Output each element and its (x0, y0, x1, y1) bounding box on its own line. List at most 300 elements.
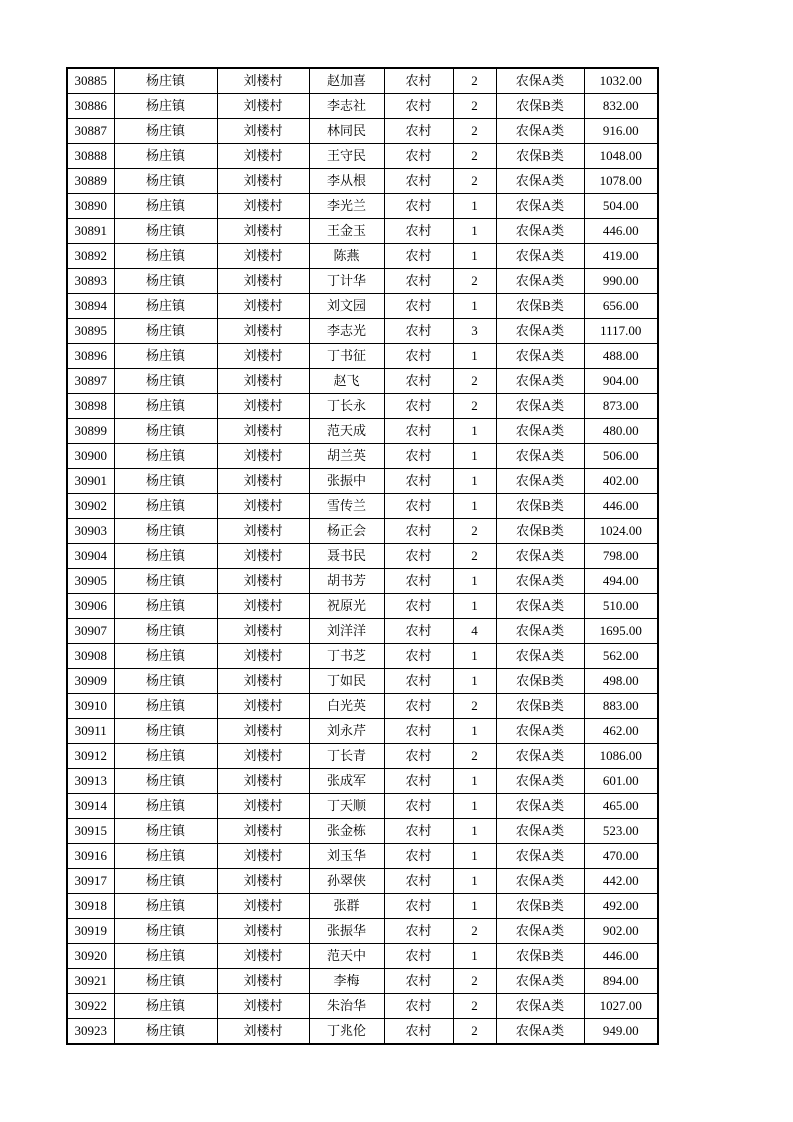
cell-village: 刘楼村 (217, 369, 309, 394)
cell-amount: 492.00 (584, 894, 658, 919)
cell-amount: 1024.00 (584, 519, 658, 544)
table-row (67, 294, 658, 319)
cell-village: 刘楼村 (217, 494, 309, 519)
cell-name: 张成军 (309, 769, 384, 794)
table-row (67, 644, 658, 669)
cell-residence: 农村 (384, 919, 453, 944)
table-row (67, 944, 658, 969)
cell-id: 30904 (67, 544, 114, 569)
cell-town: 杨庄镇 (114, 68, 217, 94)
cell-id: 30903 (67, 519, 114, 544)
cell-town: 杨庄镇 (114, 319, 217, 344)
cell-village: 刘楼村 (217, 519, 309, 544)
cell-village: 刘楼村 (217, 569, 309, 594)
cell-name: 张金栋 (309, 819, 384, 844)
cell-name: 陈燕 (309, 244, 384, 269)
cell-persons: 3 (453, 319, 496, 344)
cell-id: 30890 (67, 194, 114, 219)
cell-persons: 2 (453, 544, 496, 569)
cell-persons: 2 (453, 919, 496, 944)
cell-residence: 农村 (384, 394, 453, 419)
table-row (67, 719, 658, 744)
cell-town: 杨庄镇 (114, 894, 217, 919)
cell-village: 刘楼村 (217, 594, 309, 619)
table-row (67, 619, 658, 644)
cell-name: 李志光 (309, 319, 384, 344)
cell-category: 农保A类 (496, 769, 584, 794)
table-row (67, 194, 658, 219)
cell-town: 杨庄镇 (114, 394, 217, 419)
cell-town: 杨庄镇 (114, 219, 217, 244)
cell-town: 杨庄镇 (114, 969, 217, 994)
cell-id: 30915 (67, 819, 114, 844)
cell-amount: 510.00 (584, 594, 658, 619)
cell-persons: 2 (453, 169, 496, 194)
cell-village: 刘楼村 (217, 68, 309, 94)
cell-residence: 农村 (384, 869, 453, 894)
cell-amount: 1027.00 (584, 994, 658, 1019)
cell-village: 刘楼村 (217, 869, 309, 894)
cell-id: 30906 (67, 594, 114, 619)
table-row (67, 694, 658, 719)
cell-persons: 1 (453, 194, 496, 219)
cell-residence: 农村 (384, 569, 453, 594)
cell-category: 农保B类 (496, 144, 584, 169)
cell-residence: 农村 (384, 94, 453, 119)
cell-id: 30913 (67, 769, 114, 794)
cell-amount: 504.00 (584, 194, 658, 219)
cell-town: 杨庄镇 (114, 194, 217, 219)
cell-category: 农保A类 (496, 719, 584, 744)
cell-name: 范天成 (309, 419, 384, 444)
cell-id: 30885 (67, 68, 114, 94)
table-row (67, 769, 658, 794)
cell-amount: 523.00 (584, 819, 658, 844)
cell-name: 刘玉华 (309, 844, 384, 869)
cell-persons: 1 (453, 669, 496, 694)
table-row (67, 494, 658, 519)
cell-village: 刘楼村 (217, 819, 309, 844)
cell-residence: 农村 (384, 769, 453, 794)
cell-village: 刘楼村 (217, 469, 309, 494)
table-row (67, 119, 658, 144)
cell-village: 刘楼村 (217, 419, 309, 444)
cell-residence: 农村 (384, 119, 453, 144)
cell-village: 刘楼村 (217, 119, 309, 144)
cell-amount: 1695.00 (584, 619, 658, 644)
cell-residence: 农村 (384, 944, 453, 969)
cell-category: 农保A类 (496, 919, 584, 944)
cell-id: 30923 (67, 1019, 114, 1045)
cell-category: 农保A类 (496, 68, 584, 94)
cell-residence: 农村 (384, 994, 453, 1019)
cell-amount: 465.00 (584, 794, 658, 819)
cell-persons: 1 (453, 569, 496, 594)
cell-name: 丁书芝 (309, 644, 384, 669)
cell-residence: 农村 (384, 369, 453, 394)
cell-amount: 1032.00 (584, 68, 658, 94)
cell-name: 张振华 (309, 919, 384, 944)
cell-town: 杨庄镇 (114, 844, 217, 869)
cell-id: 30910 (67, 694, 114, 719)
cell-amount: 894.00 (584, 969, 658, 994)
cell-residence: 农村 (384, 444, 453, 469)
cell-category: 农保B类 (496, 894, 584, 919)
cell-town: 杨庄镇 (114, 494, 217, 519)
cell-id: 30902 (67, 494, 114, 519)
cell-residence: 农村 (384, 269, 453, 294)
cell-village: 刘楼村 (217, 94, 309, 119)
cell-name: 孙翠侠 (309, 869, 384, 894)
cell-category: 农保A类 (496, 219, 584, 244)
cell-category: 农保A类 (496, 1019, 584, 1045)
cell-id: 30897 (67, 369, 114, 394)
cell-id: 30888 (67, 144, 114, 169)
table-row (67, 369, 658, 394)
cell-name: 赵加喜 (309, 68, 384, 94)
cell-town: 杨庄镇 (114, 94, 217, 119)
cell-residence: 农村 (384, 719, 453, 744)
table-row (67, 144, 658, 169)
cell-persons: 1 (453, 344, 496, 369)
table-row (67, 819, 658, 844)
cell-category: 农保B类 (496, 944, 584, 969)
cell-amount: 480.00 (584, 419, 658, 444)
table-row (67, 444, 658, 469)
table-row (67, 569, 658, 594)
cell-residence: 农村 (384, 644, 453, 669)
cell-name: 朱治华 (309, 994, 384, 1019)
cell-amount: 488.00 (584, 344, 658, 369)
cell-id: 30901 (67, 469, 114, 494)
table-row (67, 519, 658, 544)
table-row (67, 1019, 658, 1045)
cell-town: 杨庄镇 (114, 669, 217, 694)
cell-category: 农保A类 (496, 194, 584, 219)
cell-village: 刘楼村 (217, 844, 309, 869)
cell-residence: 农村 (384, 844, 453, 869)
cell-persons: 1 (453, 419, 496, 444)
cell-name: 李梅 (309, 969, 384, 994)
cell-town: 杨庄镇 (114, 819, 217, 844)
cell-amount: 446.00 (584, 494, 658, 519)
cell-category: 农保B类 (496, 94, 584, 119)
cell-name: 刘洋洋 (309, 619, 384, 644)
cell-town: 杨庄镇 (114, 294, 217, 319)
cell-persons: 2 (453, 694, 496, 719)
cell-residence: 农村 (384, 694, 453, 719)
table-body (67, 68, 658, 1044)
cell-id: 30887 (67, 119, 114, 144)
cell-persons: 2 (453, 119, 496, 144)
cell-village: 刘楼村 (217, 294, 309, 319)
cell-village: 刘楼村 (217, 1019, 309, 1045)
cell-name: 刘文园 (309, 294, 384, 319)
table-row (67, 994, 658, 1019)
cell-amount: 1117.00 (584, 319, 658, 344)
cell-category: 农保A类 (496, 244, 584, 269)
cell-name: 丁书征 (309, 344, 384, 369)
cell-persons: 1 (453, 794, 496, 819)
cell-residence: 农村 (384, 219, 453, 244)
cell-amount: 562.00 (584, 644, 658, 669)
cell-category: 农保A类 (496, 319, 584, 344)
cell-category: 农保A类 (496, 469, 584, 494)
cell-id: 30911 (67, 719, 114, 744)
cell-name: 丁如民 (309, 669, 384, 694)
cell-persons: 1 (453, 469, 496, 494)
cell-id: 30914 (67, 794, 114, 819)
cell-category: 农保A类 (496, 869, 584, 894)
cell-category: 农保A类 (496, 394, 584, 419)
cell-residence: 农村 (384, 744, 453, 769)
cell-amount: 601.00 (584, 769, 658, 794)
cell-category: 农保B类 (496, 294, 584, 319)
cell-name: 丁计华 (309, 269, 384, 294)
cell-persons: 1 (453, 894, 496, 919)
table-row (67, 969, 658, 994)
cell-residence: 农村 (384, 244, 453, 269)
cell-residence: 农村 (384, 169, 453, 194)
cell-town: 杨庄镇 (114, 744, 217, 769)
cell-town: 杨庄镇 (114, 869, 217, 894)
cell-town: 杨庄镇 (114, 794, 217, 819)
cell-village: 刘楼村 (217, 619, 309, 644)
cell-town: 杨庄镇 (114, 519, 217, 544)
cell-town: 杨庄镇 (114, 419, 217, 444)
cell-name: 杨正会 (309, 519, 384, 544)
cell-amount: 1078.00 (584, 169, 658, 194)
cell-town: 杨庄镇 (114, 1019, 217, 1045)
cell-category: 农保A类 (496, 544, 584, 569)
cell-village: 刘楼村 (217, 794, 309, 819)
cell-id: 30907 (67, 619, 114, 644)
cell-category: 农保A类 (496, 844, 584, 869)
cell-amount: 402.00 (584, 469, 658, 494)
cell-persons: 1 (453, 594, 496, 619)
cell-name: 雪传兰 (309, 494, 384, 519)
table-row (67, 469, 658, 494)
cell-town: 杨庄镇 (114, 569, 217, 594)
cell-category: 农保A类 (496, 344, 584, 369)
cell-village: 刘楼村 (217, 969, 309, 994)
cell-persons: 1 (453, 219, 496, 244)
cell-id: 30894 (67, 294, 114, 319)
cell-id: 30896 (67, 344, 114, 369)
cell-category: 农保A类 (496, 794, 584, 819)
cell-category: 农保A类 (496, 744, 584, 769)
table-row (67, 68, 658, 94)
cell-persons: 1 (453, 819, 496, 844)
cell-residence: 农村 (384, 144, 453, 169)
cell-residence: 农村 (384, 669, 453, 694)
cell-amount: 462.00 (584, 719, 658, 744)
cell-town: 杨庄镇 (114, 369, 217, 394)
cell-residence: 农村 (384, 969, 453, 994)
table-row (67, 919, 658, 944)
cell-amount: 916.00 (584, 119, 658, 144)
cell-category: 农保B类 (496, 669, 584, 694)
cell-persons: 2 (453, 369, 496, 394)
cell-id: 30893 (67, 269, 114, 294)
cell-persons: 1 (453, 769, 496, 794)
cell-residence: 农村 (384, 544, 453, 569)
cell-town: 杨庄镇 (114, 694, 217, 719)
cell-residence: 农村 (384, 419, 453, 444)
cell-persons: 1 (453, 869, 496, 894)
cell-residence: 农村 (384, 319, 453, 344)
cell-town: 杨庄镇 (114, 469, 217, 494)
cell-name: 王守民 (309, 144, 384, 169)
cell-amount: 798.00 (584, 544, 658, 569)
cell-village: 刘楼村 (217, 719, 309, 744)
cell-village: 刘楼村 (217, 544, 309, 569)
cell-category: 农保A类 (496, 569, 584, 594)
cell-category: 农保A类 (496, 269, 584, 294)
cell-category: 农保A类 (496, 619, 584, 644)
cell-persons: 2 (453, 94, 496, 119)
table-row (67, 869, 658, 894)
cell-village: 刘楼村 (217, 319, 309, 344)
cell-id: 30909 (67, 669, 114, 694)
cell-village: 刘楼村 (217, 694, 309, 719)
cell-id: 30886 (67, 94, 114, 119)
cell-id: 30905 (67, 569, 114, 594)
cell-residence: 农村 (384, 494, 453, 519)
cell-residence: 农村 (384, 519, 453, 544)
cell-id: 30898 (67, 394, 114, 419)
cell-id: 30908 (67, 644, 114, 669)
cell-name: 白光英 (309, 694, 384, 719)
cell-amount: 498.00 (584, 669, 658, 694)
cell-category: 农保A类 (496, 444, 584, 469)
cell-village: 刘楼村 (217, 444, 309, 469)
table-row (67, 169, 658, 194)
cell-persons: 2 (453, 1019, 496, 1045)
cell-village: 刘楼村 (217, 144, 309, 169)
cell-category: 农保A类 (496, 644, 584, 669)
table-row (67, 594, 658, 619)
table-row (67, 94, 658, 119)
cell-residence: 农村 (384, 194, 453, 219)
cell-residence: 农村 (384, 294, 453, 319)
cell-village: 刘楼村 (217, 994, 309, 1019)
cell-persons: 1 (453, 644, 496, 669)
cell-persons: 2 (453, 744, 496, 769)
cell-village: 刘楼村 (217, 919, 309, 944)
cell-name: 丁兆伦 (309, 1019, 384, 1045)
cell-amount: 904.00 (584, 369, 658, 394)
cell-category: 农保A类 (496, 369, 584, 394)
cell-id: 30912 (67, 744, 114, 769)
cell-town: 杨庄镇 (114, 144, 217, 169)
cell-name: 刘永芹 (309, 719, 384, 744)
cell-category: 农保B类 (496, 494, 584, 519)
cell-name: 丁长青 (309, 744, 384, 769)
cell-id: 30922 (67, 994, 114, 1019)
cell-name: 李光兰 (309, 194, 384, 219)
cell-id: 30919 (67, 919, 114, 944)
cell-town: 杨庄镇 (114, 269, 217, 294)
cell-amount: 656.00 (584, 294, 658, 319)
cell-town: 杨庄镇 (114, 944, 217, 969)
cell-name: 范天中 (309, 944, 384, 969)
cell-category: 农保B类 (496, 694, 584, 719)
cell-residence: 农村 (384, 594, 453, 619)
table-row (67, 744, 658, 769)
cell-name: 赵飞 (309, 369, 384, 394)
cell-village: 刘楼村 (217, 219, 309, 244)
table-row (67, 419, 658, 444)
cell-persons: 2 (453, 394, 496, 419)
cell-amount: 442.00 (584, 869, 658, 894)
cell-category: 农保A类 (496, 169, 584, 194)
cell-persons: 2 (453, 144, 496, 169)
cell-residence: 农村 (384, 68, 453, 94)
cell-category: 农保A类 (496, 419, 584, 444)
cell-name: 王金玉 (309, 219, 384, 244)
cell-persons: 2 (453, 519, 496, 544)
cell-village: 刘楼村 (217, 169, 309, 194)
cell-category: 农保A类 (496, 594, 584, 619)
cell-amount: 446.00 (584, 944, 658, 969)
cell-name: 胡书芳 (309, 569, 384, 594)
table-row (67, 219, 658, 244)
cell-amount: 832.00 (584, 94, 658, 119)
cell-residence: 农村 (384, 819, 453, 844)
cell-amount: 1086.00 (584, 744, 658, 769)
cell-village: 刘楼村 (217, 244, 309, 269)
cell-persons: 2 (453, 969, 496, 994)
cell-category: 农保A类 (496, 994, 584, 1019)
cell-category: 农保A类 (496, 819, 584, 844)
cell-residence: 农村 (384, 894, 453, 919)
cell-village: 刘楼村 (217, 769, 309, 794)
cell-town: 杨庄镇 (114, 619, 217, 644)
cell-name: 李从根 (309, 169, 384, 194)
cell-amount: 990.00 (584, 269, 658, 294)
cell-id: 30889 (67, 169, 114, 194)
table-row (67, 794, 658, 819)
cell-amount: 883.00 (584, 694, 658, 719)
cell-name: 丁长永 (309, 394, 384, 419)
cell-village: 刘楼村 (217, 269, 309, 294)
cell-id: 30891 (67, 219, 114, 244)
cell-id: 30920 (67, 944, 114, 969)
table-row (67, 844, 658, 869)
table-row (67, 669, 658, 694)
cell-persons: 2 (453, 68, 496, 94)
table-row (67, 319, 658, 344)
cell-persons: 1 (453, 944, 496, 969)
cell-amount: 506.00 (584, 444, 658, 469)
cell-amount: 873.00 (584, 394, 658, 419)
cell-town: 杨庄镇 (114, 719, 217, 744)
cell-id: 30921 (67, 969, 114, 994)
table-row (67, 269, 658, 294)
cell-persons: 1 (453, 844, 496, 869)
cell-residence: 农村 (384, 1019, 453, 1045)
table-row (67, 544, 658, 569)
cell-category: 农保B类 (496, 519, 584, 544)
cell-town: 杨庄镇 (114, 169, 217, 194)
table-row (67, 894, 658, 919)
cell-residence: 农村 (384, 344, 453, 369)
table-row (67, 344, 658, 369)
cell-id: 30900 (67, 444, 114, 469)
cell-amount: 470.00 (584, 844, 658, 869)
cell-village: 刘楼村 (217, 669, 309, 694)
